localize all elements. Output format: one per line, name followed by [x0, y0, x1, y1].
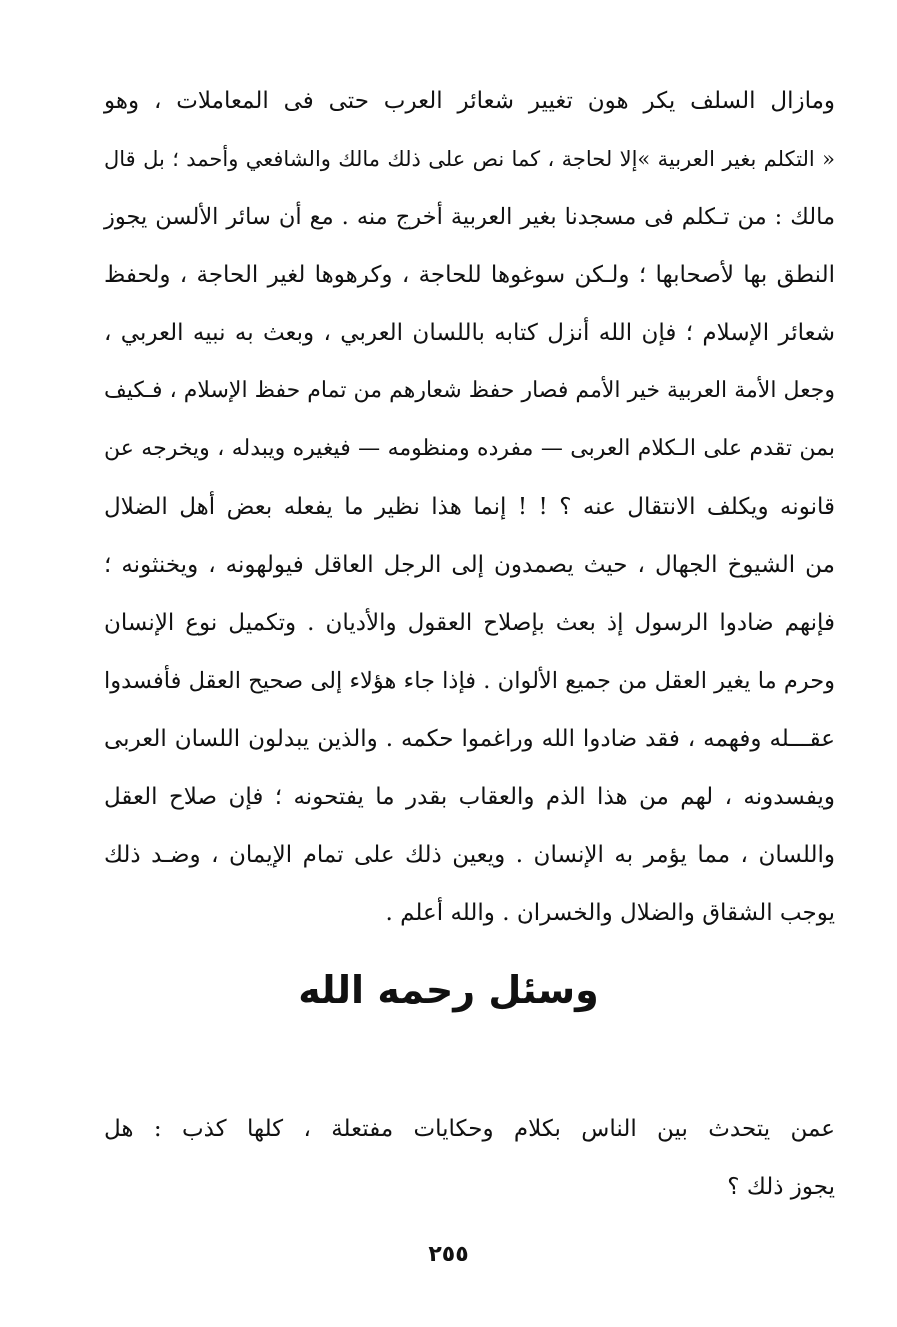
text-line: « التكلم بغير العربية »إلا لحاجة ، كما نص على ذلك مالك والشافعي وأحمد ؛ بل قال [104, 147, 835, 171]
section-heading: وسئل رحمه الله [298, 968, 599, 1012]
question-line: يجوز ذلك ؟ [727, 1174, 835, 1200]
text-line: شعائر الإسلام ؛ فإن الله أنزل كتابه باللسان العربي ، وبعث به نبيه العربي ، [104, 320, 835, 346]
text-line: بمن تقدم على الـكلام العربى — مفرده ومنظومه — فيغيره ويبدله ، ويخرجه عن [104, 436, 835, 461]
question-paragraph [104, 1100, 835, 1216]
text-line: من الشيوخ الجهال ، حيث يصمدون إلى الرجل العاقل فيولهونه ، ويخنثونه ؛ [104, 552, 835, 578]
text-line: واللسان ، مما يؤمر به الإنسان . ويعين ذلك على تمام الإيمان ، وضـد ذلك [104, 842, 835, 868]
text-line: مالك : من تـكلم فى مسجدنا بغير العربية أخرج منه . مع أن سائر الألسن يجوز [104, 204, 835, 230]
text-line: وجعل الأمة العربية خير الأمم فصار حفظ شعارهم من تمام حفظ الإسلام ، فـكيف [104, 378, 835, 403]
text-line: عقـــله وفهمه ، فقد ضادوا الله وراغموا حكمه . والذين يبدلون اللسان العربى [104, 726, 835, 752]
body-paragraph [104, 72, 835, 942]
text-line: قانونه ويكلف الانتقال عنه ؟ ! ! إنما هذا نظير ما يفعله بعض أهل الضلال [104, 494, 835, 520]
text-line: وحرم ما يغير العقل من جميع الألوان . فإذا جاء هؤلاء إلى صحيح العقل فأفسدوا [104, 668, 835, 694]
text-line: النطق بها لأصحابها ؛ ولـكن سوغوها للحاجة ، وكرهوها لغير الحاجة ، ولحفظ [104, 262, 835, 288]
text-line: يوجب الشقاق والضلال والخسران . والله أعلم . [385, 900, 835, 926]
text-line: ويفسدونه ، لهم من هذا الذم والعقاب بقدر ما يفتحونه ؛ فإن صلاح العقل [104, 784, 835, 810]
text-line: ومازال السلف يكر هون تغيير شعائر العرب حتى فى المعاملات ، وهو [104, 88, 835, 114]
page-number: ٢٥٥ [428, 1242, 469, 1267]
question-line: عمن يتحدث بين الناس بكلام وحكايات مفتعلة ، كلها كذب : هل [104, 1116, 835, 1142]
text-line: فإنهم ضادوا الرسول إذ بعث بإصلاح العقول والأديان . وتكميل نوع الإنسان [104, 610, 835, 636]
